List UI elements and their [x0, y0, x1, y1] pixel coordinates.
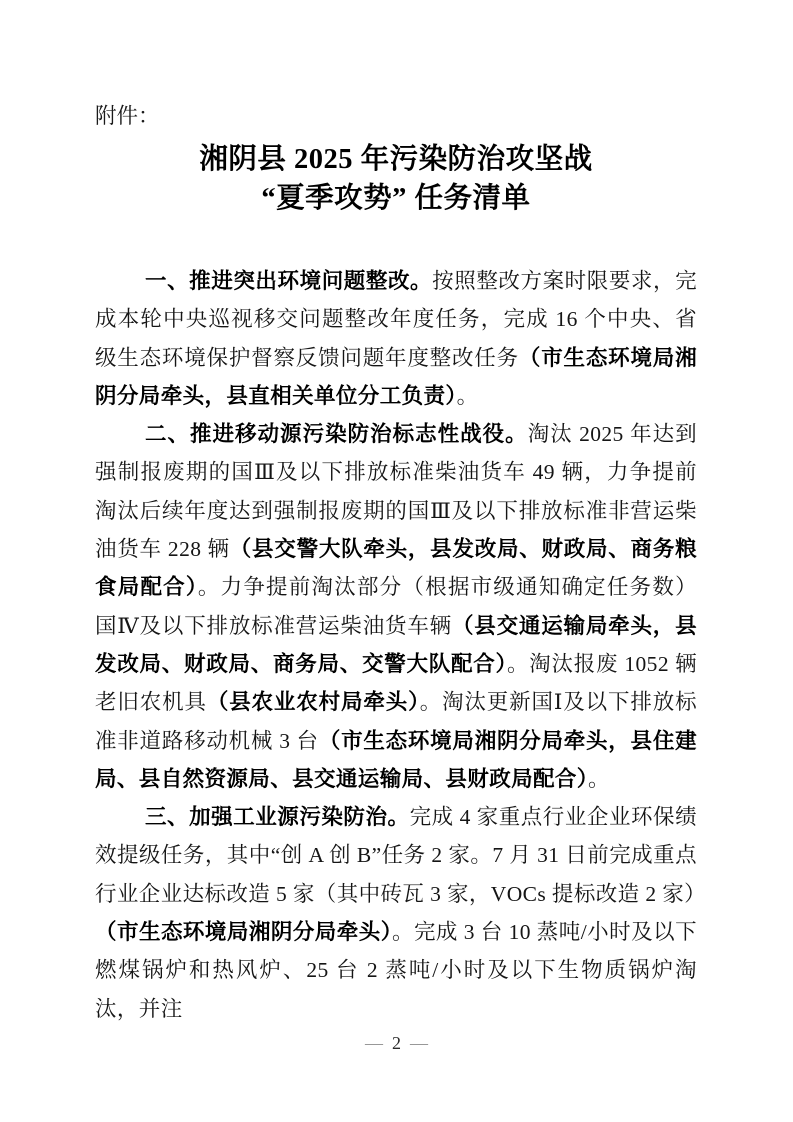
document-content	[95, 102, 707, 1028]
emphasis-run: （县农业农村局牵头）	[206, 690, 420, 715]
footer-dash-left: —	[365, 1033, 383, 1053]
text-run: 。完成 3 台 10 蒸吨/小时及以下燃煤锅炉和热风炉、25 台 2 蒸吨/小时及以下生物质锅炉淘汰，并注	[95, 920, 697, 1021]
text-run: 。力争提前淘汰部分（根据市级通知确定任务数）国Ⅳ及以下排放标准营运柴油货车辆	[95, 575, 697, 638]
footer-dash-right: —	[410, 1033, 428, 1053]
emphasis-run: 一、推进突出环境问题整改。	[145, 269, 433, 293]
document-body	[95, 262, 707, 1028]
emphasis-run: 二、推进移动源污染防治标志性战役。	[145, 422, 528, 447]
text-run: 。淘汰更新国Ⅰ及以下排放标准非道路移动机械 3 台	[95, 690, 697, 753]
text-run: 。	[456, 383, 479, 408]
paragraph	[95, 798, 707, 1028]
text-run: 。淘汰报废 1052 辆老旧农机具	[95, 651, 697, 715]
page-footer	[0, 1030, 793, 1056]
emphasis-run: （市生态环境局湘阴分局牵头，县住建局、县自然资源局、县交通运输局、县财政局配合）	[95, 728, 697, 791]
title-line-2: “夏季攻势” 任务清单	[261, 183, 531, 214]
emphasis-run: 三、加强工业源污染防治。	[145, 805, 410, 830]
paragraph	[95, 415, 697, 798]
document-title	[95, 140, 697, 218]
text-run: 。	[587, 766, 610, 791]
text-run: 按照整改方案时限要求，完成本轮中央巡视移交问题整改年度任务，完成 16 个中央、省级生态环境保护督察反馈问题年度整改任务	[95, 269, 697, 370]
emphasis-run: （县交通运输局牵头，县发改局、财政局、商务局、交警大队配合）	[95, 613, 697, 676]
paragraph	[95, 262, 697, 415]
emphasis-run: （县交警大队牵头，县发改局、财政局、商务粮食局配合）	[95, 537, 697, 600]
title-line-1: 湘阴县 2025 年污染防治攻坚战	[199, 144, 593, 175]
emphasis-run: （市生态环境局湘阴分局牵头）	[95, 920, 392, 945]
text-run: 淘汰 2025 年达到强制报废期的国Ⅲ及以下排放标准柴油货车 49 辆，力争提前淘汰后续年度达到强制报废期的国Ⅲ及以下排放标准非营运柴油货车 228 辆	[95, 422, 697, 562]
emphasis-run: （市生态环境局湘阴分局牵头，县直相关单位分工负责）	[95, 345, 698, 408]
attachment-label: 附件：	[95, 104, 160, 128]
text-run: 完成 4 家重点行业企业环保绩效提级任务，其中“创 A 创 B”任务 2 家。7 月 31 日前完成重点行业企业达标改造 5 家（其中砖瓦 3 家，VOCs 提标改造 2 家）	[95, 805, 707, 906]
footer-page-number: 2	[392, 1033, 401, 1053]
